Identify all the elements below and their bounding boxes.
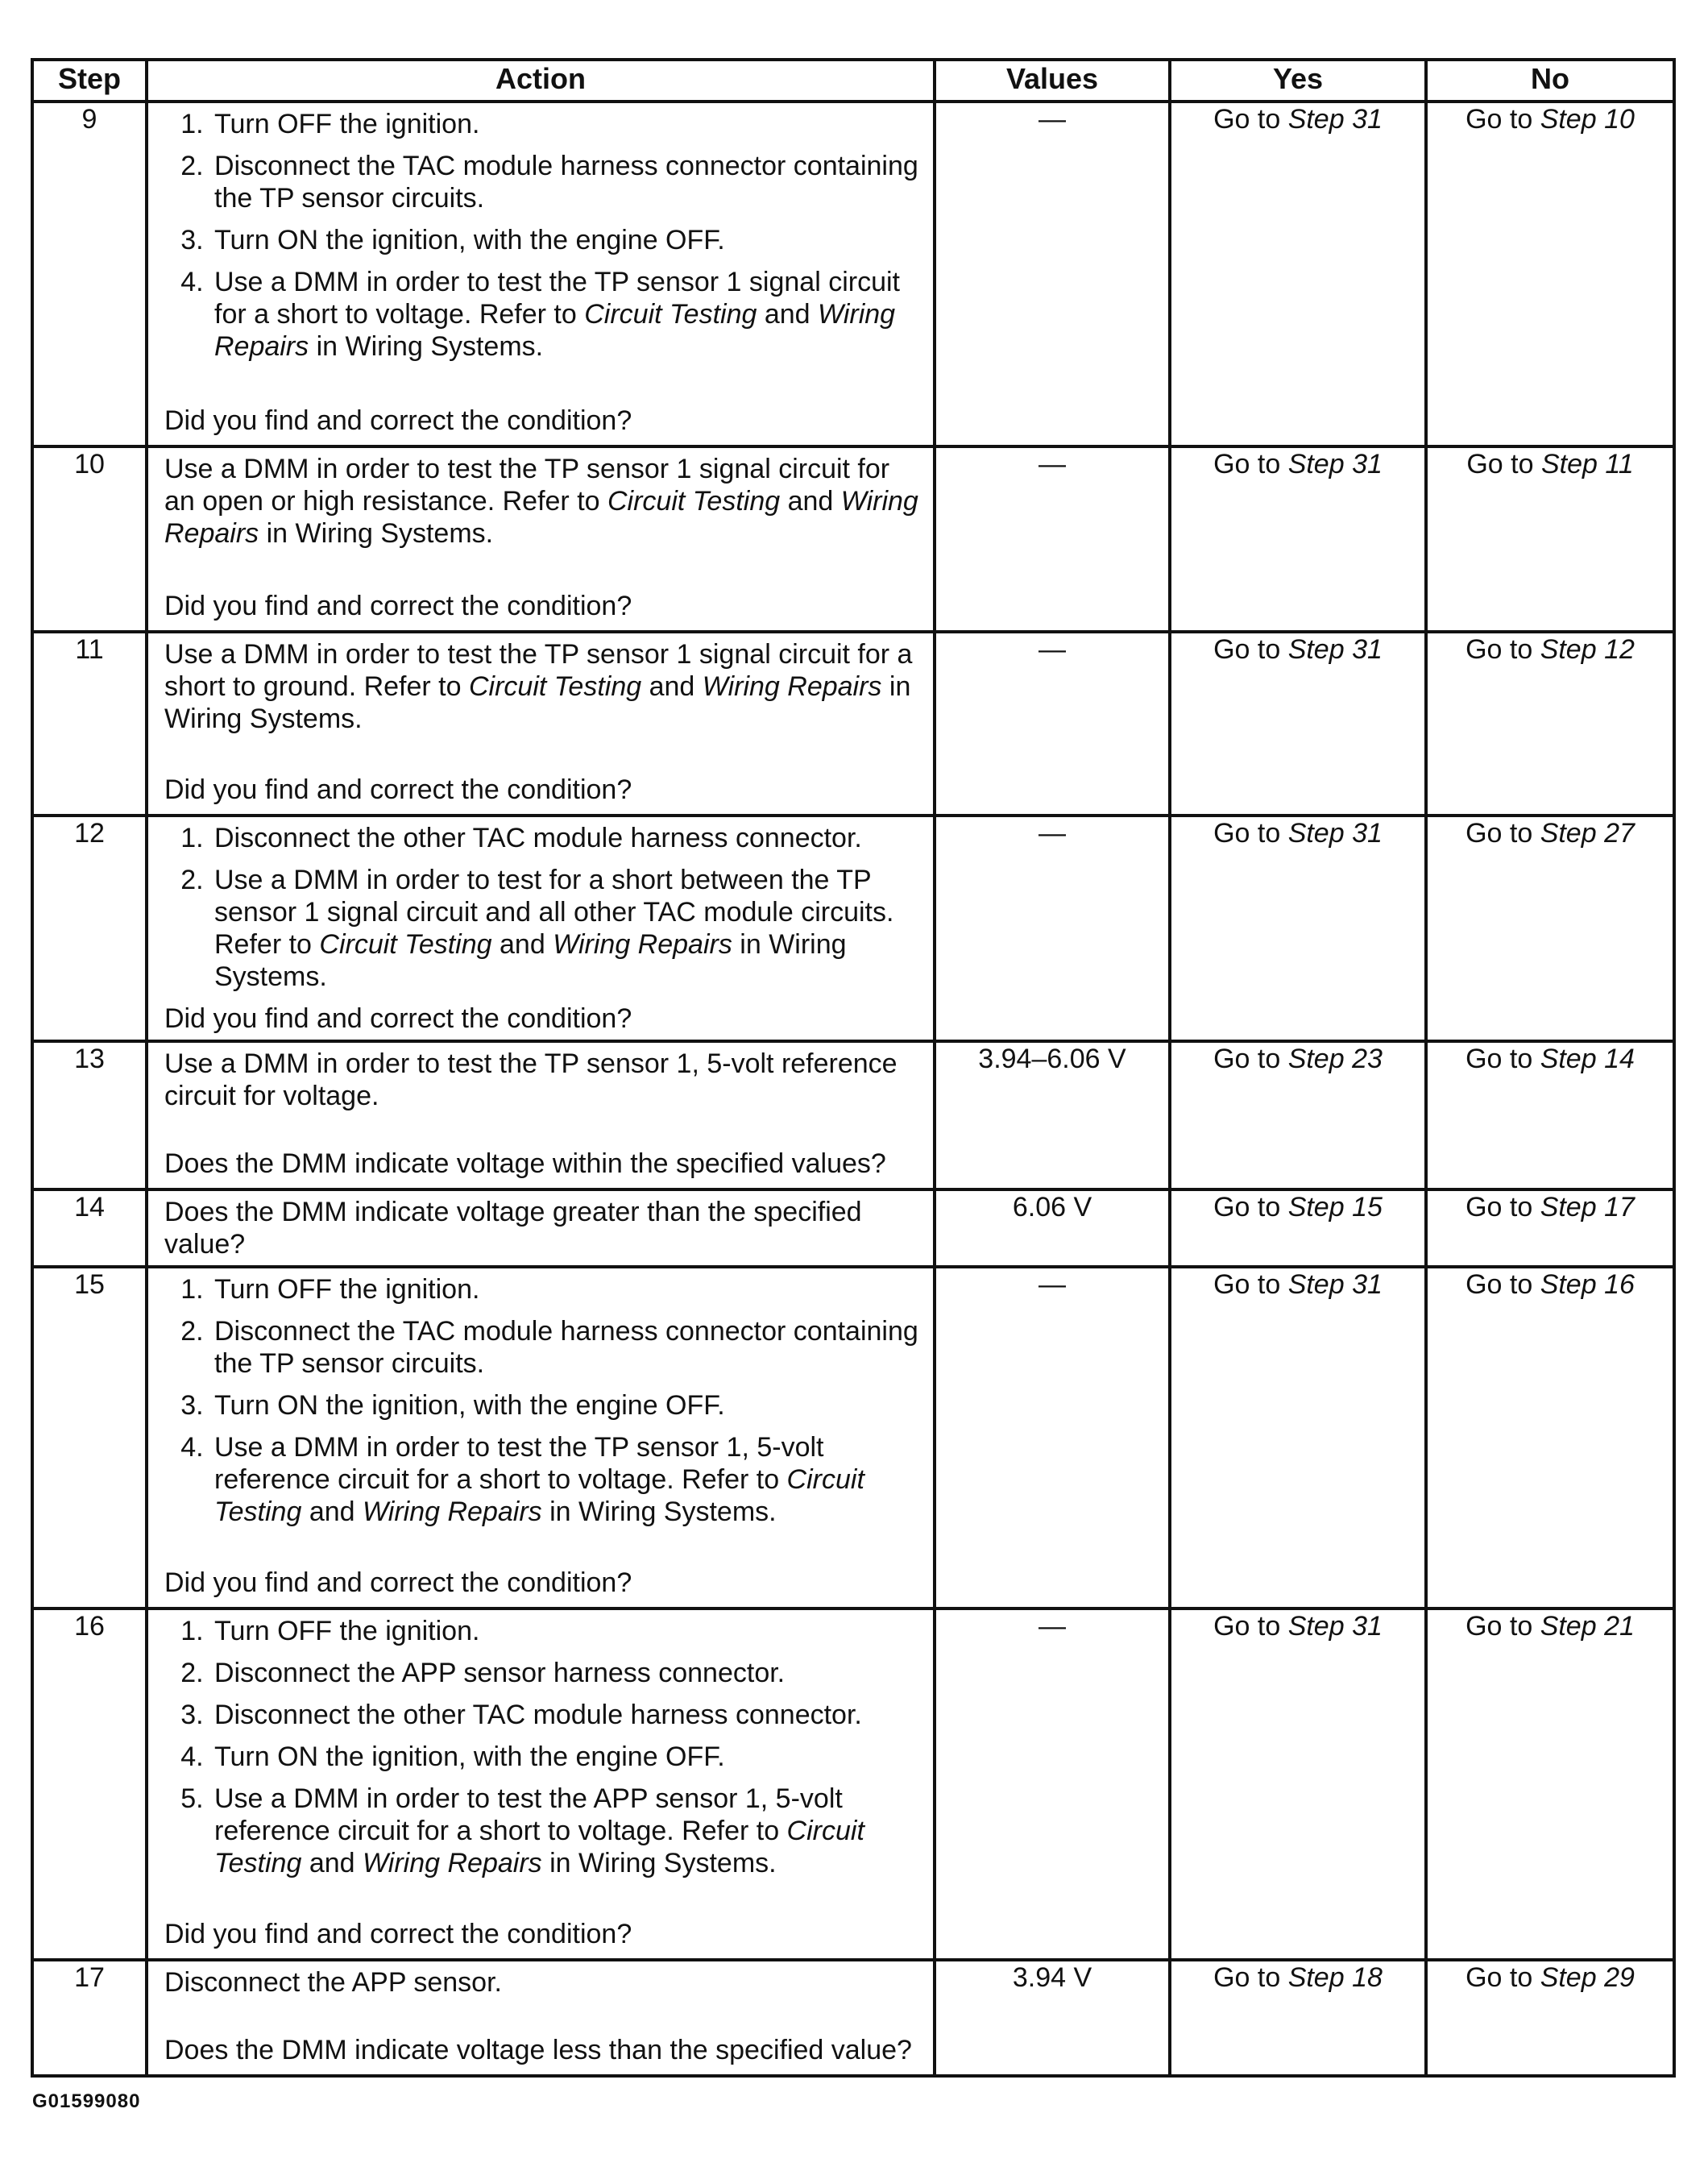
text-run: in Wiring Systems. [541, 1496, 777, 1527]
action-content [148, 448, 933, 627]
action-body [164, 1966, 923, 2005]
action-question: Did you find and correct the condition? [164, 774, 632, 805]
action-content [148, 817, 933, 1040]
action-cell [147, 1609, 935, 1960]
goto-step-ref: Step 31 [1287, 818, 1383, 849]
action-question: Did you find and correct the condition? [164, 1567, 632, 1598]
text-run: Disconnect the TAC module harness connector containing the TP sensor circuits. [214, 1316, 918, 1379]
header-row [32, 60, 1674, 102]
table-body [32, 102, 1674, 2076]
goto-yes [1213, 818, 1383, 849]
action-step [211, 1657, 923, 1689]
action-paragraph [164, 453, 923, 550]
text-run: Disconnect the TAC module harness connector containing the TP sensor circuits. [214, 151, 918, 214]
table-row [32, 1267, 1674, 1609]
action-cell [147, 102, 935, 446]
goto-no [1465, 818, 1635, 849]
action-step [211, 822, 923, 854]
yes-cell [1170, 816, 1426, 1041]
action-content [148, 1268, 933, 1604]
values-cell: — [935, 816, 1170, 1041]
reference-link-text: Wiring Repairs [164, 486, 918, 549]
action-step-list [164, 1615, 923, 1879]
reference-link-text: Circuit Testing [468, 671, 642, 702]
table-header [32, 60, 1674, 102]
text-run: in Wiring Systems. [214, 929, 847, 992]
text-run: Use a DMM in order to test the TP sensor 1, 5-volt reference circuit for a short to voltage. Refer to [214, 1432, 824, 1495]
goto-step-ref: Step 11 [1540, 449, 1634, 479]
goto-prefix: Go to [1465, 104, 1540, 135]
goto-prefix: Go to [1465, 1611, 1540, 1642]
goto-no [1465, 104, 1635, 135]
goto-step-ref: Step 31 [1287, 1611, 1383, 1642]
text-run: Use a DMM in order to test the TP sensor 1 signal circuit for a short to ground. Refer to [164, 639, 913, 702]
header-step: Step [32, 60, 147, 102]
action-step-list [164, 822, 923, 993]
action-step [211, 266, 923, 363]
action-question: Does the DMM indicate voltage less than the specified value? [164, 2035, 912, 2065]
action-body [164, 822, 923, 1002]
text-run: Disconnect the other TAC module harness connector. [214, 823, 862, 853]
action-cell [147, 1960, 935, 2076]
action-content [148, 1961, 933, 2071]
text-run: Use a DMM in order to test the TP sensor 1 signal circuit for an open or high resistance. Refer to [164, 454, 890, 517]
no-cell [1426, 446, 1674, 632]
action-question: Does the DMM indicate voltage within the specified values? [164, 1148, 886, 1179]
goto-yes [1213, 1962, 1383, 1993]
goto-prefix: Go to [1213, 1611, 1288, 1642]
action-cell [147, 632, 935, 816]
goto-no [1465, 634, 1635, 665]
action-paragraph [164, 1966, 923, 1999]
values-cell: — [935, 1609, 1170, 1960]
action-content [148, 103, 933, 442]
goto-no [1466, 449, 1633, 479]
action-cell [147, 1189, 935, 1267]
reference-link-text: Circuit Testing [214, 1816, 864, 1878]
step-number: 9 [32, 102, 147, 446]
step-number: 16 [32, 1609, 147, 1960]
action-content [148, 1610, 933, 1955]
action-body [164, 1615, 923, 1889]
action-cell [147, 1267, 935, 1609]
reference-link-text: Circuit Testing [584, 299, 757, 330]
text-run: Turn ON the ignition, with the engine OFF. [214, 1741, 725, 1772]
goto-no [1465, 1611, 1635, 1642]
header-yes: Yes [1170, 60, 1426, 102]
action-body [164, 1273, 923, 1538]
goto-step-ref: Step 18 [1287, 1962, 1383, 1993]
goto-step-ref: Step 23 [1287, 1044, 1383, 1074]
values-cell: — [935, 632, 1170, 816]
action-step [211, 150, 923, 214]
action-step [211, 1783, 923, 1879]
goto-step-ref: Step 12 [1540, 634, 1635, 665]
text-run: and [641, 671, 703, 702]
action-step-list [164, 108, 923, 363]
text-run: and [301, 1496, 363, 1527]
header-values: Values [935, 60, 1170, 102]
text-run: in Wiring Systems. [541, 1848, 777, 1878]
goto-step-ref: Step 17 [1540, 1192, 1635, 1222]
text-run: Turn OFF the ignition. [214, 1274, 480, 1305]
yes-cell [1170, 1267, 1426, 1609]
table-row [32, 446, 1674, 632]
action-step [211, 1699, 923, 1731]
text-run: Turn ON the ignition, with the engine OFF. [214, 225, 725, 255]
text-run: Use a DMM in order to test the APP sensor 1, 5-volt reference circuit for a short to voltage. Refer to [214, 1783, 843, 1846]
diagnostic-table [31, 58, 1676, 2078]
action-step [211, 1741, 923, 1773]
reference-link-text: Circuit Testing [607, 486, 781, 517]
goto-prefix: Go to [1213, 1269, 1288, 1300]
action-step [211, 1273, 923, 1306]
action-step [211, 108, 923, 140]
values-cell: — [935, 1267, 1170, 1609]
text-run: and [757, 299, 819, 330]
goto-step-ref: Step 15 [1287, 1192, 1383, 1222]
yes-cell [1170, 632, 1426, 816]
goto-no [1465, 1044, 1635, 1074]
goto-prefix: Go to [1213, 1044, 1288, 1074]
goto-prefix: Go to [1466, 449, 1541, 479]
goto-no [1465, 1269, 1635, 1300]
goto-yes [1213, 104, 1383, 135]
text-run: in Wiring Systems. [164, 671, 911, 734]
yes-cell [1170, 102, 1426, 446]
action-step-list [164, 1273, 923, 1528]
text-run: Turn OFF the ignition. [214, 1616, 480, 1646]
step-number: 14 [32, 1189, 147, 1267]
goto-step-ref: Step 21 [1540, 1611, 1635, 1642]
no-cell [1426, 1189, 1674, 1267]
goto-prefix: Go to [1465, 1044, 1540, 1074]
action-body [164, 108, 923, 372]
action-question: Did you find and correct the condition? [164, 591, 632, 621]
step-number: 15 [32, 1267, 147, 1609]
step-number: 17 [32, 1960, 147, 2076]
action-step [211, 1615, 923, 1647]
text-run: in Wiring Systems. [309, 331, 544, 362]
goto-prefix: Go to [1465, 818, 1540, 849]
goto-yes [1213, 1269, 1383, 1300]
values-cell: 3.94–6.06 V [935, 1041, 1170, 1189]
no-cell [1426, 1267, 1674, 1609]
goto-step-ref: Step 14 [1540, 1044, 1635, 1074]
text-run: and [301, 1848, 363, 1878]
no-cell [1426, 1609, 1674, 1960]
step-number: 12 [32, 816, 147, 1041]
action-body [164, 1048, 923, 1119]
goto-yes [1213, 634, 1383, 665]
action-cell [147, 446, 935, 632]
reference-link-text: Circuit Testing [214, 1464, 864, 1527]
action-body [164, 453, 923, 556]
yes-cell [1170, 1189, 1426, 1267]
text-run: Disconnect the APP sensor harness connector. [214, 1658, 786, 1688]
figure-id: G01599080 [32, 2090, 141, 2112]
goto-prefix: Go to [1465, 634, 1540, 665]
table-row [32, 1189, 1674, 1267]
action-question: Did you find and correct the condition? [164, 405, 632, 436]
table-row [32, 1609, 1674, 1960]
reference-link-text: Circuit Testing [319, 929, 492, 960]
text-run: in Wiring Systems. [259, 518, 494, 549]
action-cell [147, 816, 935, 1041]
action-step [211, 224, 923, 256]
table-row [32, 1960, 1674, 2076]
action-step [211, 1315, 923, 1380]
action-content [148, 1043, 933, 1185]
action-paragraph [164, 1048, 923, 1112]
step-number: 11 [32, 632, 147, 816]
reference-link-text: Wiring Repairs [214, 299, 896, 362]
table-row [32, 816, 1674, 1041]
action-body [164, 638, 923, 741]
goto-step-ref: Step 16 [1540, 1269, 1635, 1300]
goto-step-ref: Step 10 [1540, 104, 1635, 135]
text-run: Turn OFF the ignition. [214, 109, 480, 139]
goto-step-ref: Step 31 [1287, 449, 1383, 479]
action-cell [147, 1041, 935, 1189]
goto-yes [1213, 1611, 1383, 1642]
goto-prefix: Go to [1213, 104, 1288, 135]
reference-link-text: Wiring Repairs [363, 1848, 542, 1878]
text-run: Turn ON the ignition, with the engine OFF. [214, 1390, 725, 1421]
step-number: 13 [32, 1041, 147, 1189]
goto-yes [1213, 1044, 1383, 1074]
step-number: 10 [32, 446, 147, 632]
goto-prefix: Go to [1465, 1962, 1540, 1993]
values-cell: 6.06 V [935, 1189, 1170, 1267]
yes-cell [1170, 446, 1426, 632]
action-step [211, 1389, 923, 1422]
text-run: Use a DMM in order to test the TP sensor 1 signal circuit for a short to voltage. Refer to [214, 267, 900, 330]
action-question: Did you find and correct the condition? [164, 1919, 632, 1949]
no-cell [1426, 1041, 1674, 1189]
table-row [32, 102, 1674, 446]
action-question: Does the DMM indicate voltage greater than the specified value? [164, 1197, 862, 1260]
header-action: Action [147, 60, 935, 102]
action-question: Did you find and correct the condition? [164, 1003, 632, 1034]
table-row [32, 1041, 1674, 1189]
goto-prefix: Go to [1465, 1192, 1540, 1222]
reference-link-text: Wiring Repairs [553, 929, 732, 960]
no-cell [1426, 102, 1674, 446]
text-run: Use a DMM in order to test the TP sensor 1, 5-volt reference circuit for voltage. [164, 1048, 898, 1111]
values-cell: — [935, 102, 1170, 446]
goto-no [1465, 1962, 1635, 1993]
text-run: Disconnect the APP sensor. [164, 1967, 502, 1998]
yes-cell [1170, 1041, 1426, 1189]
no-cell [1426, 1960, 1674, 2076]
header-no: No [1426, 60, 1674, 102]
no-cell [1426, 816, 1674, 1041]
goto-prefix: Go to [1213, 634, 1288, 665]
reference-link-text: Wiring Repairs [702, 671, 882, 702]
values-cell: 3.94 V [935, 1960, 1170, 2076]
goto-step-ref: Step 31 [1287, 634, 1383, 665]
no-cell [1426, 632, 1674, 816]
goto-prefix: Go to [1213, 1962, 1288, 1993]
text-run: and [780, 486, 841, 517]
goto-no [1465, 1192, 1635, 1222]
goto-prefix: Go to [1213, 449, 1288, 479]
yes-cell [1170, 1609, 1426, 1960]
goto-prefix: Go to [1213, 1192, 1288, 1222]
goto-prefix: Go to [1465, 1269, 1540, 1300]
goto-yes [1213, 1192, 1383, 1222]
reference-link-text: Wiring Repairs [363, 1496, 542, 1527]
table-row [32, 632, 1674, 816]
goto-step-ref: Step 27 [1540, 818, 1635, 849]
action-step [211, 864, 923, 993]
text-run: Use a DMM in order to test for a short between the TP sensor 1 signal circuit and all other TAC module circuits. Refer to [214, 865, 894, 960]
text-run: Disconnect the other TAC module harness connector. [214, 1700, 862, 1730]
values-cell: — [935, 446, 1170, 632]
action-content [148, 633, 933, 811]
goto-yes [1213, 449, 1383, 479]
action-paragraph [164, 638, 923, 735]
goto-step-ref: Step 31 [1287, 104, 1383, 135]
yes-cell [1170, 1960, 1426, 2076]
text-run: and [491, 929, 553, 960]
goto-prefix: Go to [1213, 818, 1288, 849]
action-content [148, 1191, 933, 1265]
goto-step-ref: Step 29 [1540, 1962, 1635, 1993]
action-step [211, 1431, 923, 1528]
goto-step-ref: Step 31 [1287, 1269, 1383, 1300]
